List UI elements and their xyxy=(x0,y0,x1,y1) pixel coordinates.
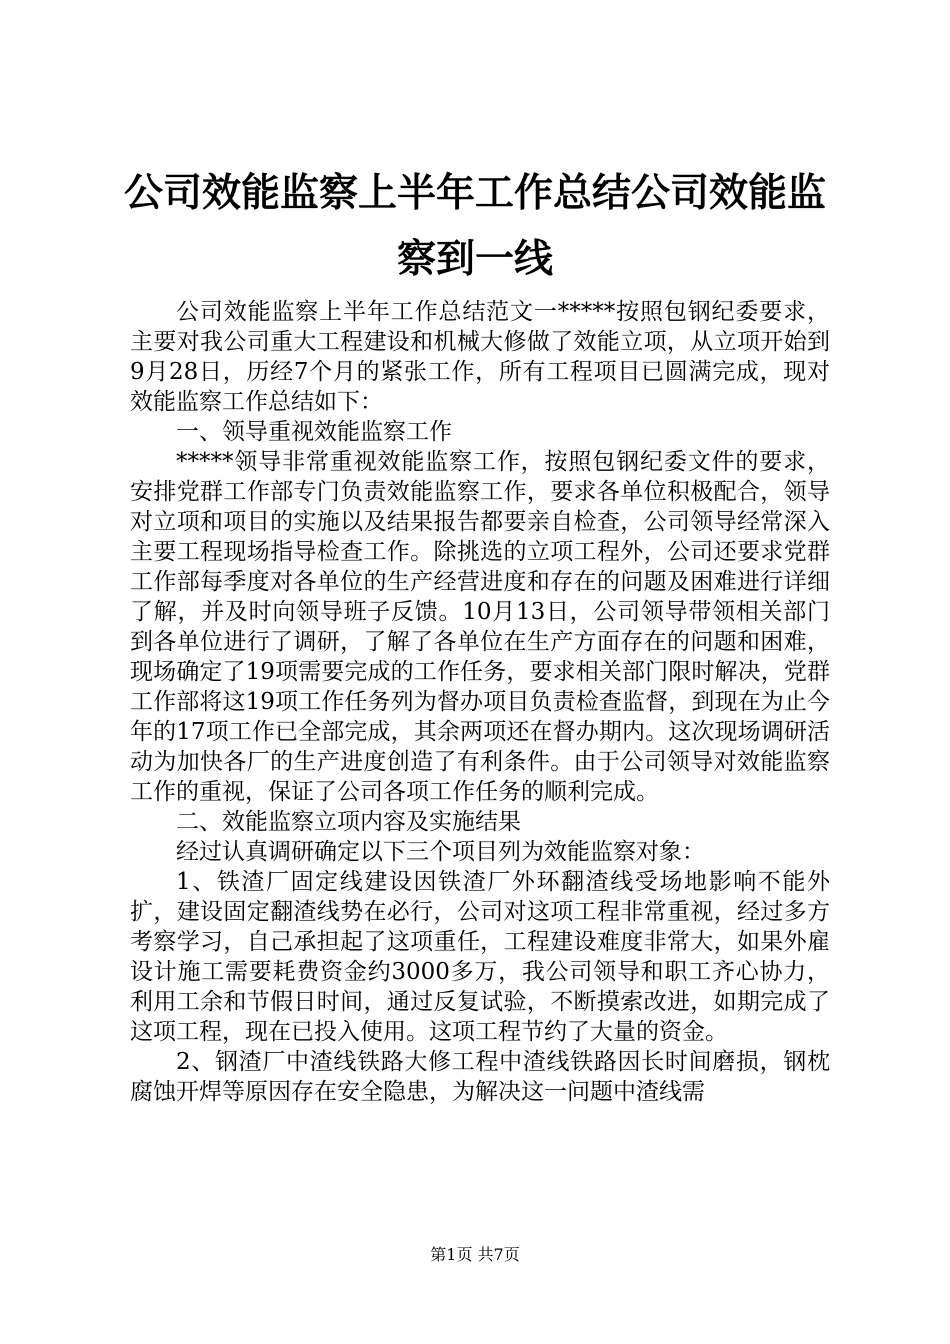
section-heading-1: 一、领导重视效能监察工作 xyxy=(176,419,452,445)
paragraph-projects-intro: 经过认真调研确定以下三个项目列为效能监察对象： xyxy=(176,839,705,865)
paragraph-project-1: 1、铁渣厂固定线建设因铁渣厂外环翻渣线受场地影响不能外扩，建设固定翻渣线势在必行，公司对这项工程非常重视，经过多方考察学习，自己承担起了这项重任，工程建设难度非常大，如果外雇设计施工需要耗费资金约3000多万，我公司领导和职工齐心协力，利用工余和节假日时间，通过反复试验，不断摸索改进，如期完成了这项工程，现在已投入使用。这项工程节约了大量的资金。 xyxy=(130,869,830,1045)
paragraph-leadership: *****领导非常重视效能监察工作，按照包钢纪委文件的要求，安排党群工作部专门负责效能监察工作，要求各单位积极配合，领导对立项和项目的实施以及结果报告都要亲自检查，公司领导经常深入主要工程现场指导检查工作。除挑选的立项工程外，公司还要求党群工作部每季度对各单位的生产经营进度和存在的问题及困难进行详细了解，并及时向领导班子反馈。10月13日，公司领导带领相关部门到各单位进行了调研，了解了各单位在生产方面存在的问题和困难，现场确定了19项需要完成的工作任务，要求相关部门限时解决，党群工作部将这19项工作任务列为督办项目负责检查监督，到现在为止今年的17项工作已全部完成，其余两项还在督办期内。这次现场调研活动为加快各厂的生产进度创造了有利条件。由于公司领导对效能监察工作的重视，保证了公司各项工作任务的顺利完成。 xyxy=(130,449,830,805)
paragraph-intro: 公司效能监察上半年工作总结范文一*****按照包钢纪委要求，主要对我公司重大工程建设和机械大修做了效能立项，从立项开始到9月28日，历经7个月的紧张工作，所有工程项目已圆满完成，现对效能监察工作总结如下： xyxy=(130,299,830,415)
paragraph-project-2: 2、钢渣厂中渣线铁路大修工程中渣线铁路因长时间磨损，钢枕腐蚀开焊等原因存在安全隐患，为解决这一问题中渣线需 xyxy=(130,1049,830,1105)
document-title: 公司效能监察上半年工作总结公司效能监察到一线 xyxy=(123,170,826,282)
page-footer: 第1页 共7页 xyxy=(430,1245,520,1264)
document-body xyxy=(130,297,830,1107)
section-heading-2: 二、效能监察立项内容及实施结果 xyxy=(176,809,521,835)
